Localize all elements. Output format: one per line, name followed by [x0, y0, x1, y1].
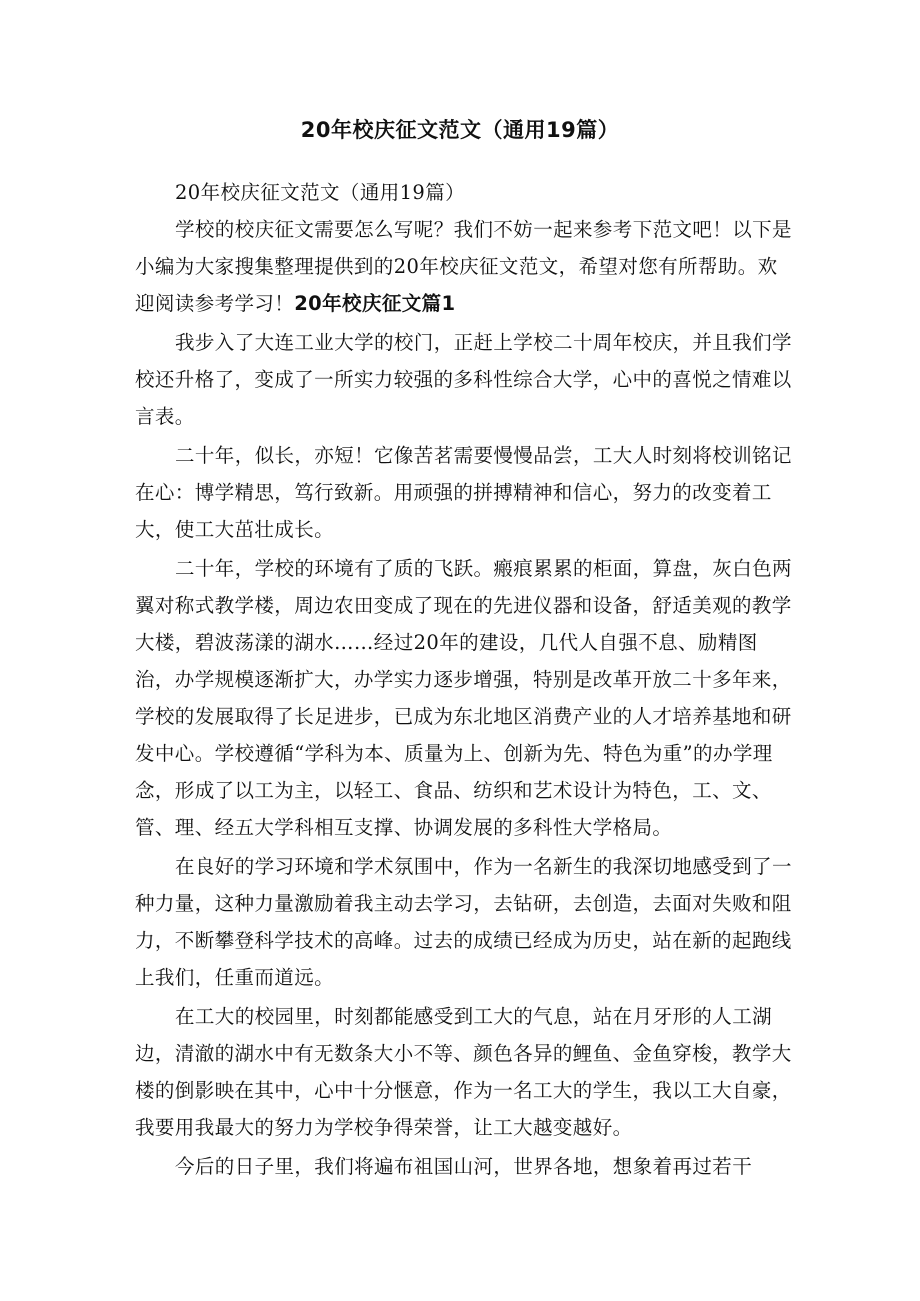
- document-title: 20年校庆征文范文（通用19篇）: [300, 118, 620, 142]
- intro-text: 学校的校庆征文需要怎么写呢？我们不妨一起来参考下范文吧！以下是小编为大家搜集整理提供到的20年校庆征文范文，希望对您有所帮助。欢迎阅读参考学习！: [135, 218, 792, 315]
- document-body: [135, 174, 795, 1185]
- paragraph: 我步入了大连工业大学的校门，正赶上学校二十周年校庆，并且我们学校还升格了，变成了一所实力较强的多科性综合大学，心中的喜悦之情难以言表。: [135, 331, 792, 428]
- paragraph: 二十年，似长，亦短！它像苦茗需要慢慢品尝，工大人时刻将校训铭记在心：博学精思，笃行致新。用顽强的拼搏精神和信心，努力的改变着工大，使工大茁壮成长。: [135, 444, 792, 541]
- paragraph: 在工大的校园里，时刻都能感受到工大的气息，站在月牙形的人工湖边，清澈的湖水中有无数条大小不等、颜色各异的鲤鱼、金鱼穿梭，教学大楼的倒影映在其中，心中十分惬意，作为一名工大的学生，我以工大自豪，我要用我最大的努力为学校争得荣誉，让工大越变越好。: [135, 1005, 792, 1139]
- intro-paragraph: [135, 211, 795, 322]
- paragraph: 二十年，学校的环境有了质的飞跃。瘢痕累累的柜面，算盘，灰白色两翼对称式教学楼，周边农田变成了现在的先进仪器和设备，舒适美观的教学大楼，碧波荡漾的湖水……经过20年的建设，几代人自强不息、励精图治，办学规模逐渐扩大，办学实力逐步增强，特别是改革开放二十多年来，学校的发展取得了长足进步，已成为东北地区消费产业的人才培养基地和研发中心。学校遵循“学科为本、质量为上、创新为先、特色为重”的办学理念，形成了以工为主，以轻工、食品、纺织和艺术设计为特色，工、文、管、理、经五大学科相互支撑、协调发展的多科性大学格局。: [135, 557, 792, 839]
- paragraph: 今后的日子里，我们将遍布祖国山河，世界各地，想象着再过若干: [175, 1155, 753, 1178]
- section-heading: 20年校庆征文篇1: [294, 292, 456, 315]
- subtitle: 20年校庆征文范文（通用19篇）: [175, 181, 466, 204]
- paragraph: 在良好的学习环境和学术氛围中，作为一名新生的我深切地感受到了一种力量，这种力量激励着我主动去学习，去钻研，去创造，去面对失败和阻力，不断攀登科学技术的高峰。过去的成绩已经成为历史，站在新的起跑线上我们，任重而道远。: [135, 855, 792, 989]
